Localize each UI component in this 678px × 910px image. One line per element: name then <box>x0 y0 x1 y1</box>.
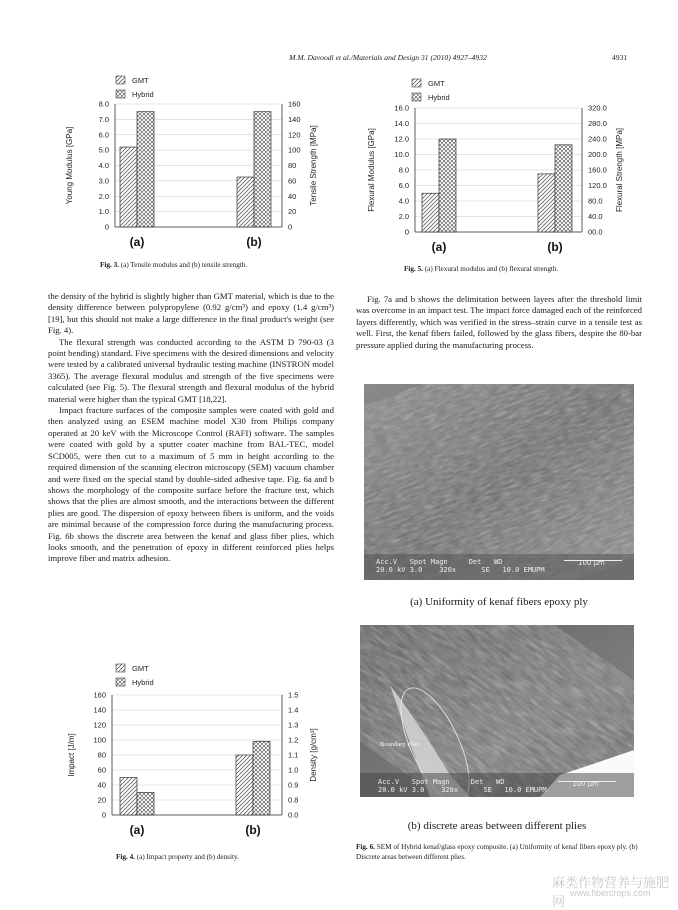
right-tick-label: 100 <box>288 145 301 155</box>
right-tick-label: 140 <box>288 114 301 124</box>
bar-gmt-a <box>120 778 137 816</box>
scale-label-a: 100 µm <box>578 559 605 567</box>
group-label: (a) <box>431 240 447 254</box>
sem-image-b <box>360 625 634 797</box>
right-tick-label: 00.0 <box>588 227 603 237</box>
right-tick-label: 0.8 <box>288 795 299 805</box>
legend-label-gmt: GMT <box>132 664 149 673</box>
left-tick-label: 160 <box>93 690 106 700</box>
group-label: (a) <box>129 823 145 837</box>
legend-label-hybrid: Hybrid <box>132 90 154 99</box>
fig6b-subcaption: (b) discrete areas between different plies <box>407 820 587 832</box>
left-tick-label: 8.0 <box>398 165 409 175</box>
group-label: (b) <box>246 235 262 249</box>
paragraph: The flexural strength was conducted according to the ASTM D 790-03 (3 point bending) standard. Five specimens with the desired dimensions and velocity were tested by a calibrated universal hydraulic testing machine (INSTRON model 3365). The average flexural modulus and strength of the five specimens were calculated (see Fig. 5). The flexural strength and flexural modulus of the hybrid material were higher than the typical GMT [18,22]. <box>48 336 334 404</box>
fig5-chart <box>360 73 650 258</box>
left-tick-label: 16.0 <box>394 103 409 113</box>
right-tick-label: 1.1 <box>288 750 299 760</box>
right-tick-label: 80.0 <box>588 196 603 206</box>
bar-hybrid-b <box>254 112 271 227</box>
left-tick-label: 120 <box>93 720 106 730</box>
sem-texture-a <box>364 384 634 580</box>
watermark-cn: 麻类作物营养与施肥网 <box>552 875 670 909</box>
left-tick-label: 100 <box>93 735 106 745</box>
bar-gmt-b <box>237 177 254 227</box>
right-axis-title: Tensile Strength [MPa] <box>309 125 318 206</box>
right-tick-label: 120.0 <box>588 181 607 190</box>
left-tick-label: 4.0 <box>98 161 109 170</box>
left-tick-label: 80 <box>97 750 106 760</box>
left-tick-label: 20 <box>97 795 106 805</box>
paragraph: Impact fracture surfaces of the composite samples were coated with gold and then analyzed using an ESEM machine model X30 from Philips company operated at 20 keV with the Microscope Control (RAFI) software. The samples were coated with gold by a sputter coater machine from BAL-TEC, model SCD005, were then cut to a maximum of 5 mm in height according to the required dimension of the scanning electron microscopy (SEM) vacuum chamber and were fixed on the special stand by double-sided adhesive tape. Fig. 6a and b shows the morphology of the composite surface before the fracture test, which shows that the plies are almost smooth, and the interactions between the different plies are good. The dispersion of epoxy between fibers is uniform, and the voids are minimal because of the compression force during the manufacturing process. Fig. 6b shows the discrete area between the kenaf and glass fiber plies, which looks smooth, and the penetration of epoxy in different reinforced plies helps improve fiber and matrix adhesion. <box>48 405 334 564</box>
bar-gmt-b <box>236 755 253 815</box>
bar-gmt-a <box>120 147 137 227</box>
bar-hybrid-a <box>137 793 154 816</box>
right-tick-label: 160.0 <box>588 165 607 175</box>
sem-image-a <box>364 384 634 580</box>
bar-hybrid-a <box>439 139 456 232</box>
left-tick-label: 2.0 <box>98 191 109 201</box>
right-tick-label: 1.0 <box>288 765 299 775</box>
left-tick-label: 4.0 <box>398 196 409 206</box>
legend-swatch-gmt <box>116 664 125 672</box>
right-axis-title: Flexural Strength [MPa] <box>615 127 624 213</box>
fig6-caption: Fig. 6. SEM of Hybrid kenaf/glass epoxy composite. (a) Uniformity of kenaf fibers epoxy ply. (b) Discrete areas between different plies. <box>356 843 638 861</box>
right-tick-label: 80 <box>288 161 297 170</box>
right-tick-label: 0.0 <box>288 810 299 820</box>
left-tick-label: 6.0 <box>398 181 409 190</box>
right-tick-label: 0 <box>288 222 293 232</box>
legend-swatch-hybrid <box>116 90 125 98</box>
right-tick-label: 40 <box>288 191 297 201</box>
left-tick-label: 60 <box>97 765 106 775</box>
left-axis-title: Young Modulus [GPa] <box>65 126 74 205</box>
right-tick-label: 20 <box>288 207 297 217</box>
bar-hybrid-a <box>137 112 154 227</box>
group-label: (b) <box>547 240 563 254</box>
left-tick-label: 140 <box>93 705 106 715</box>
left-axis-title: Flexural Modulus [GPa] <box>367 128 376 212</box>
left-tick-label: 8.0 <box>98 99 109 109</box>
right-tick-label: 120 <box>288 130 301 140</box>
right-tick-label: 40.0 <box>588 212 603 221</box>
left-tick-label: 5.0 <box>98 145 109 155</box>
bar-hybrid-b <box>253 741 270 815</box>
right-axis-title: Density [g/cm³] <box>309 728 318 782</box>
right-tick-label: 60 <box>288 176 297 186</box>
paragraph: the density of the hybrid is slightly higher than GMT material, which is due to the density difference between polypropylene (0.92 g/cm³) and epoxy (1.4 g/cm³) [19], but this should not make a large difference in the final product's weight (see Fig. 4). <box>48 291 334 336</box>
right-tick-label: 1.2 <box>288 735 299 745</box>
left-tick-label: 0 <box>101 810 106 820</box>
left-tick-label: 0 <box>104 222 109 232</box>
paragraph: Fig. 7a and b shows the delimitation between layers after the threshold limit was overcome in an impact test. The impact force damaged each of the reinforced layers differently, which was verified in the stress–strain curve in a tensile test as well. First, the kenaf fibers failed, followed by the glass fibers, despite the 80-bar pressure applied during the manufacturing process. <box>356 294 642 350</box>
watermark-url: www.fibercrops.com <box>570 888 651 898</box>
fig3-chart <box>60 70 330 255</box>
legend-label-hybrid: Hybrid <box>132 678 154 687</box>
right-column-text <box>356 294 642 351</box>
bar-gmt-a <box>422 193 439 232</box>
right-tick-label: 240.0 <box>588 134 607 144</box>
left-tick-label: 2.0 <box>398 212 409 221</box>
legend-swatch-hybrid <box>412 93 421 101</box>
right-tick-label: 1.4 <box>288 705 299 715</box>
sem-info-b: Acc.V Spot Magn Det WD 20.0 kV 3.0 320x SE 10.0 EMUPM <box>378 778 547 794</box>
legend-label-hybrid: Hybrid <box>428 93 450 102</box>
right-tick-label: 280.0 <box>588 119 607 128</box>
legend-swatch-gmt <box>412 79 421 87</box>
legend-swatch-hybrid <box>116 678 125 686</box>
legend-swatch-gmt <box>116 76 125 84</box>
right-tick-label: 320.0 <box>588 103 607 113</box>
scale-label-b: 100 µm <box>572 780 599 788</box>
left-tick-label: 10.0 <box>394 150 409 159</box>
fig5-caption: Fig. 5. (a) Flexural modulus and (b) flexural strength. <box>404 265 559 273</box>
fig4-caption: Fig. 4. (a) Impact property and (b) density. <box>116 853 239 861</box>
left-tick-label: 1.0 <box>98 207 109 217</box>
right-tick-label: 160 <box>288 99 301 109</box>
boundary-plies-label: Boundary Plies <box>380 741 420 748</box>
journal-header: M.M. Davoodi et al./Materials and Design 31 (2010) 4927–4932 <box>289 53 487 62</box>
left-tick-label: 12.0 <box>394 134 409 144</box>
right-tick-label: 200.0 <box>588 150 607 159</box>
page-number: 4931 <box>612 53 628 62</box>
fig4-chart <box>60 658 330 843</box>
group-label: (b) <box>245 823 261 837</box>
right-tick-label: 1.5 <box>288 690 299 700</box>
left-column-text <box>48 291 334 565</box>
left-axis-title: Impact [J/m] <box>67 733 76 777</box>
group-label: (a) <box>129 235 145 249</box>
bar-gmt-b <box>538 174 555 232</box>
left-tick-label: 14.0 <box>394 119 409 128</box>
left-tick-label: 0 <box>404 227 409 237</box>
fig3-caption: Fig. 3. (a) Tensile modulus and (b) tensile strength. <box>100 261 248 269</box>
right-tick-label: 0.9 <box>288 780 299 790</box>
sem-texture-b <box>360 625 634 797</box>
left-tick-label: 3.0 <box>98 176 109 186</box>
sem-info-a: Acc.V Spot Magn Det WD 20.0 kV 3.0 320x SE 10.0 EMUPM <box>376 558 545 574</box>
legend-label-gmt: GMT <box>132 76 149 85</box>
left-tick-label: 6.0 <box>98 130 109 140</box>
right-tick-label: 1.3 <box>288 720 299 730</box>
fig6a-subcaption: (a) Uniformity of kenaf fibers epoxy ply <box>410 596 588 608</box>
bar-hybrid-b <box>555 145 572 232</box>
left-tick-label: 7.0 <box>98 114 109 124</box>
legend-label-gmt: GMT <box>428 79 445 88</box>
left-tick-label: 40 <box>97 780 106 790</box>
